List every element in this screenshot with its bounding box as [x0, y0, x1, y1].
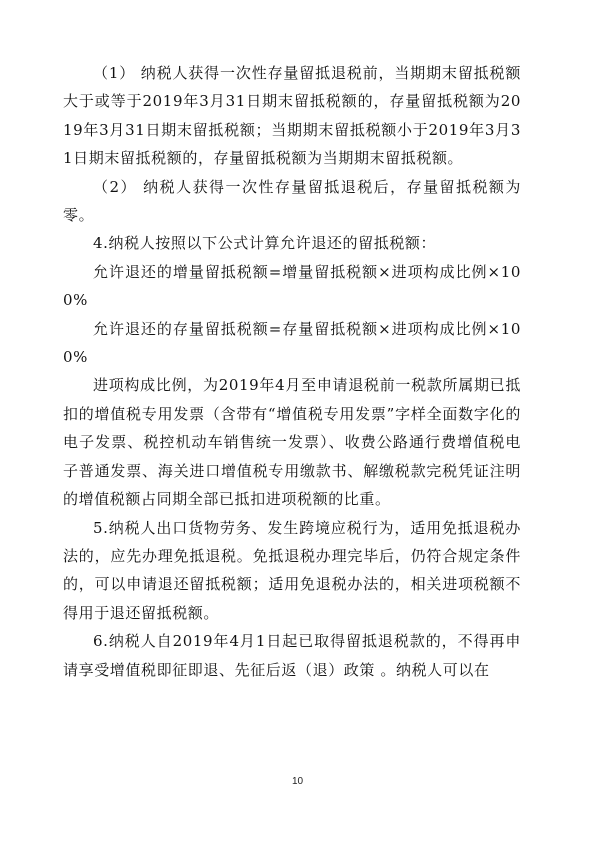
paragraph-stock-formula: 允许退还的存量留抵税额=存量留抵税额×进项构成比例×100%	[63, 319, 521, 367]
paragraph-section-6: 6.纳税人自2019年4月1日起已取得留抵退税款的，不得再申请享受增值税即征即退、先征后返（退）政策 。纳税人可以在	[63, 632, 521, 679]
paragraph-credit-after-refund: （2） 纳税人获得一次性存量留抵退税后，存量留抵税额为零。	[63, 177, 521, 225]
paragraph-input-ratio-definition: 进项构成比例，为2019年4月至申请退税前一税款所属期已抵扣的增值税专用发票（含带有“增值税专用发票”字样全面数字化的电子发票、税控机动车销售统一发票）、收费公路通行费增值税电子普通发票、海关进口增值税专用缴款书、解缴税款完税凭证注明的增值税额占同期全部已抵扣进项税额的比重。	[63, 376, 521, 509]
paragraph-section-4-heading: 4.纳税人按照以下公式计算允许退还的留抵税额：	[93, 234, 437, 253]
paragraph-incremental-formula: 允许退还的增量留抵税额=增量留抵税额×进项构成比例×100%	[63, 262, 521, 310]
page-number: 10	[291, 776, 304, 787]
document-body	[63, 59, 521, 684]
paragraph-credit-before-refund: （1） 纳税人获得一次性存量留抵退税前，当期期末留抵税额大于或等于2019年3月31日期末留抵税额的，存量留抵税额为2019年3月31日期末留抵税额；当期期末留抵税额小于2019年3月31日期末留抵税额的，存量留抵税额为当期期末留抵税额。	[63, 64, 521, 168]
paragraph-section-5: 5.纳税人出口货物劳务、发生跨境应税行为，适用免抵退税办法的，应先办理免抵退税。免抵退税办理完毕后，仍符合规定条件的，可以申请退还留抵税额；适用免退税办法的，相关进项税额不得用于退还留抵税额。	[63, 518, 521, 622]
